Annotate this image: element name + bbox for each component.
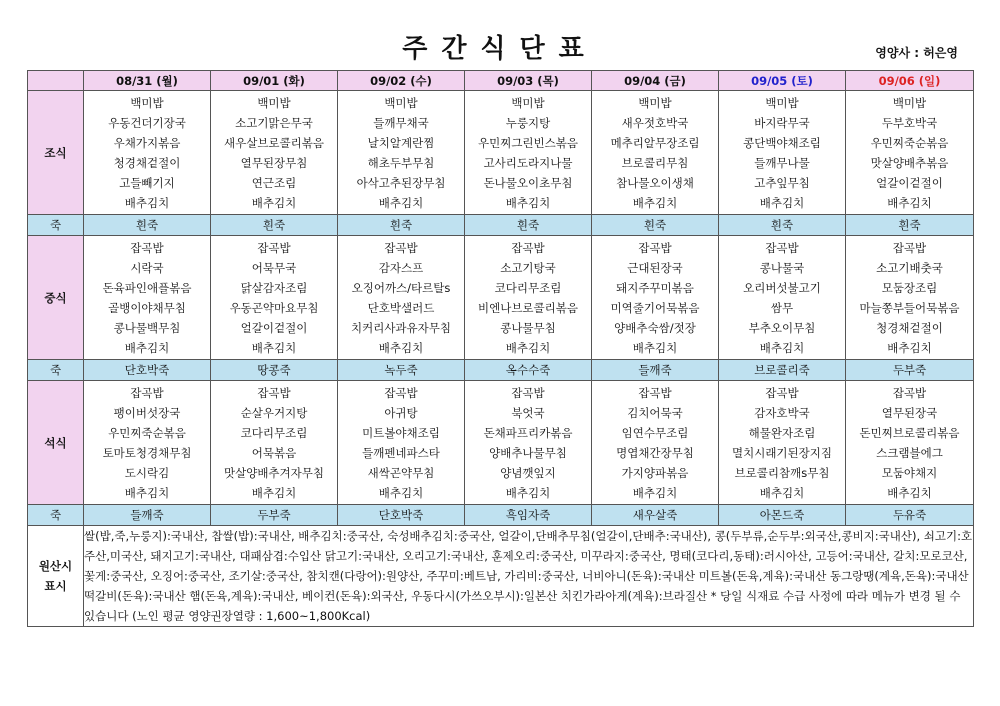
menu-item: 돈민찌브로콜리볶음 (859, 425, 960, 440)
menu-item: 콩단백야채조림 (743, 135, 821, 150)
day-header: 09/04 (금) (592, 71, 719, 91)
menu-item: 잡곡밥 (130, 385, 164, 400)
lunch-row (28, 236, 974, 360)
menu-item: 배추김치 (759, 340, 805, 355)
menu-item: 돈육파인애플볶음 (102, 280, 192, 295)
menu-item: 연근조림 (251, 175, 297, 190)
menu-item: 얼갈이겉절이 (876, 175, 943, 190)
porridge-cell: 흑임자죽 (465, 505, 592, 526)
menu-item: 북엇국 (511, 405, 545, 420)
menu-item: 오리버섯불고기 (743, 280, 821, 295)
menu-item: 배추김치 (378, 195, 424, 210)
menu-item: 배추김치 (632, 340, 678, 355)
menu-item: 잡곡밥 (130, 240, 164, 255)
menu-item: 청경채겉절이 (876, 320, 943, 335)
menu-item: 우민찌죽순볶음 (870, 135, 949, 150)
menu-item: 잡곡밥 (257, 240, 291, 255)
menu-item: 토마토청경채무침 (102, 445, 192, 460)
day-header: 08/31 (월) (84, 71, 211, 91)
menu-item: 미트볼야채조림 (362, 425, 440, 440)
menu-item: 백미밥 (638, 95, 672, 110)
menu-item: 우민찌그린빈스볶음 (478, 135, 578, 150)
dinner-menu-cell (846, 381, 974, 505)
menu-item: 배추김치 (124, 485, 170, 500)
porridge-cell: 녹두죽 (338, 360, 465, 381)
menu-item: 브로콜리무침 (621, 155, 689, 170)
origin-label (28, 526, 84, 627)
menu-item: 마늘쫑부들어묵볶음 (859, 300, 960, 315)
breakfast-menu-cell (846, 91, 974, 215)
menu-item: 배추김치 (887, 485, 932, 500)
menu-item: 코다리무조림 (240, 425, 308, 440)
menu-item: 소고기배춧국 (876, 260, 943, 275)
meal-label-breakfast: 조식 (28, 91, 84, 215)
menu-item: 백미밥 (765, 95, 799, 110)
porridge-cell: 흰죽 (719, 215, 846, 236)
menu-item: 양배추숙쌈/젓장 (614, 320, 696, 335)
menu-item: 배추김치 (124, 340, 170, 355)
weekly-menu-table (27, 70, 974, 627)
porridge-cell: 두부죽 (846, 360, 974, 381)
meal-label-lunch: 중식 (28, 236, 84, 360)
menu-item: 돼지주꾸미볶음 (616, 280, 694, 295)
menu-item: 두부호박국 (881, 115, 938, 130)
dinner-menu-cell (84, 381, 211, 505)
menu-item: 새싹곤약무침 (367, 465, 435, 480)
menu-item: 근대된장국 (627, 260, 683, 275)
origin-label-line1: 원산시 (38, 559, 73, 573)
origin-row (28, 526, 974, 627)
menu-item: 우동건더기장국 (108, 115, 186, 130)
porridge-cell: 단호박죽 (84, 360, 211, 381)
menu-item: 배추김치 (251, 340, 297, 355)
menu-item: 잡곡밥 (765, 385, 799, 400)
menu-item: 열무된장국 (881, 405, 938, 420)
menu-item: 배추김치 (887, 195, 932, 210)
menu-item: 순살우거지탕 (240, 405, 308, 420)
dinner-menu-cell (592, 381, 719, 505)
menu-item: 멸치시래기된장지짐 (732, 445, 832, 460)
menu-item: 배추김치 (505, 195, 551, 210)
menu-item: 잡곡밥 (765, 240, 799, 255)
menu-item: 오징어까스/타르탈s (351, 280, 451, 295)
origin-label-line2: 표시 (44, 579, 67, 593)
menu-item: 잡곡밥 (511, 385, 545, 400)
menu-item: 스크램블에그 (876, 445, 943, 460)
breakfast-menu-cell (338, 91, 465, 215)
menu-item: 참나물오이생채 (616, 175, 694, 190)
menu-item: 배추김치 (759, 485, 805, 500)
menu-item: 새우젓호박국 (621, 115, 689, 130)
menu-item: 바지락무국 (754, 115, 810, 130)
menu-item: 잡곡밥 (638, 385, 672, 400)
menu-item: 백미밥 (257, 95, 291, 110)
porridge-cell: 흰죽 (592, 215, 719, 236)
menu-item: 우채가지볶음 (113, 135, 181, 150)
porridge-cell: 흰죽 (211, 215, 338, 236)
menu-item: 배추김치 (251, 195, 297, 210)
menu-item: 잡곡밥 (384, 240, 418, 255)
lunch-menu-cell (211, 236, 338, 360)
menu-item: 배추김치 (378, 340, 424, 355)
menu-item: 들깨무채국 (373, 115, 429, 130)
menu-item: 배추김치 (251, 485, 297, 500)
menu-item: 백미밥 (892, 95, 927, 110)
menu-item: 골뱅이야채무침 (108, 300, 186, 315)
corner-cell (28, 71, 84, 91)
menu-item: 소고기맑은무국 (235, 115, 313, 130)
menu-item: 얼갈이겉절이 (240, 320, 308, 335)
day-header: 09/01 (화) (211, 71, 338, 91)
lunch-menu-cell (84, 236, 211, 360)
menu-item: 잡곡밥 (892, 385, 927, 400)
menu-item: 우동곤약마요무침 (229, 300, 319, 315)
menu-item: 잡곡밥 (257, 385, 291, 400)
menu-item: 청경채겉절이 (113, 155, 181, 170)
day-header-sunday: 09/06 (일) (846, 71, 974, 91)
menu-item: 배추김치 (505, 340, 551, 355)
menu-item: 미역줄기어묵볶음 (610, 300, 700, 315)
menu-item: 해물완자조림 (748, 425, 816, 440)
menu-item: 명엽채간장무침 (616, 445, 694, 460)
menu-item: 배추김치 (378, 485, 424, 500)
menu-item: 아귀탕 (384, 405, 418, 420)
menu-item: 날치알계란찜 (367, 135, 435, 150)
menu-item: 배추김치 (124, 195, 170, 210)
porridge-cell: 아몬드죽 (719, 505, 846, 526)
menu-item: 닭살감자조림 (240, 280, 308, 295)
menu-item: 임연수무조림 (621, 425, 689, 440)
meal-label-dinner: 석식 (28, 381, 84, 505)
menu-item: 아삭고추된장무침 (356, 175, 446, 190)
porridge-label: 죽 (28, 360, 84, 381)
menu-item: 시락국 (130, 260, 164, 275)
menu-item: 우민찌죽순볶음 (108, 425, 186, 440)
menu-item: 잡곡밥 (892, 240, 927, 255)
menu-item: 맛살양배추겨자무침 (224, 465, 324, 480)
menu-item: 돈채파프리카볶음 (483, 425, 573, 440)
menu-item: 해초두부무침 (367, 155, 435, 170)
menu-item: 콩나물백무침 (113, 320, 181, 335)
porridge-cell: 두부죽 (211, 505, 338, 526)
breakfast-menu-cell (592, 91, 719, 215)
porridge-cell: 옥수수죽 (465, 360, 592, 381)
menu-item: 누룽지탕 (505, 115, 551, 130)
day-header-saturday: 09/05 (토) (719, 71, 846, 91)
menu-item: 감자호박국 (754, 405, 810, 420)
menu-item: 치커리사과유자무침 (351, 320, 451, 335)
menu-item: 쌈무 (770, 300, 794, 315)
menu-item: 메추리알무장조림 (610, 135, 700, 150)
page-title: 주간식단표 (402, 34, 598, 64)
menu-item: 콩나물국 (759, 260, 805, 275)
menu-item: 배추김치 (632, 195, 678, 210)
breakfast-menu-cell (84, 91, 211, 215)
origin-text: 쌀(밥,죽,누룽지):국내산, 찹쌀(밥):국내산, 배추김치:중국산, 숙성배추김치:중국산, 얼갈이,단배추무침(얼갈이,단배추:국내산), 콩(두부류,순두부:외국산,콩비지:국내산), 쇠고기:호주산,미국산, 돼지고기:국내산, 대패삼겹:수입산 닭고기:국내산, 오리고기:국내산, 훈제오리:중국산, 미꾸라지:중국산, 명태(코다리,동태):러시아산, 고등어:국내산, 갈치:모로코산, 꽃게:중국산, 오징어:중국산, 조기살:중국산, 참치캔(다랑어):원양산, 주꾸미:베트남, 가리비:중국산, 너비아니(돈육):국내산 미트볼(돈육,계육):국내산 동그랑땡(계육,돈육):국내산 떡갈비(돈육):국내산 햄(돈육,계육):국내산, 베이컨(돈육):외국산, 우동다시(가쓰오부시):일본산 치킨가라아게(계육):브라질산 * 당일 식재료 수급 사정에 따라 메뉴가 변경 될 수 있습니다 (노인 평균 영양권장열량 : 1,600~1,800Kcal) (84, 526, 974, 627)
porridge-label: 죽 (28, 505, 84, 526)
menu-item: 백미밥 (384, 95, 418, 110)
porridge-cell: 흰죽 (84, 215, 211, 236)
menu-item: 잡곡밥 (384, 385, 418, 400)
lunch-menu-cell (846, 236, 974, 360)
porridge-cell: 단호박죽 (338, 505, 465, 526)
day-header: 09/03 (목) (465, 71, 592, 91)
breakfast-menu-cell (719, 91, 846, 215)
menu-item: 고들빼기지 (119, 175, 175, 190)
menu-item: 열무된장무침 (240, 155, 308, 170)
porridge-cell: 땅콩죽 (211, 360, 338, 381)
menu-item: 배추김치 (505, 485, 551, 500)
day-header: 09/02 (수) (338, 71, 465, 91)
menu-item: 배추김치 (759, 195, 805, 210)
menu-item: 들깨무나물 (754, 155, 810, 170)
porridge-cell: 새우살죽 (592, 505, 719, 526)
breakfast-menu-cell (211, 91, 338, 215)
menu-item: 비엔나브로콜리볶음 (478, 300, 578, 315)
menu-item: 맛살양배추볶음 (870, 155, 949, 170)
day-header-row (28, 71, 974, 91)
menu-item: 도시락김 (124, 465, 170, 480)
menu-item: 양배추나물무침 (489, 445, 567, 460)
porridge-cell: 들깨죽 (84, 505, 211, 526)
menu-item: 고사리도라지나물 (483, 155, 573, 170)
porridge-cell: 두유죽 (846, 505, 974, 526)
porridge-cell: 흰죽 (338, 215, 465, 236)
menu-item: 새우살브로콜리볶음 (224, 135, 324, 150)
lunch-menu-cell (465, 236, 592, 360)
nutritionist-label: 영양사 : 허은영 (875, 46, 958, 60)
porridge-cell: 흰죽 (846, 215, 974, 236)
menu-item: 어묵무국 (251, 260, 297, 275)
menu-item: 모둠야채지 (881, 465, 938, 480)
menu-item: 부추오이무침 (748, 320, 816, 335)
lunch-menu-cell (592, 236, 719, 360)
menu-item: 브로콜리참깨s무침 (734, 465, 830, 480)
dinner-menu-cell (719, 381, 846, 505)
porridge-cell: 들깨죽 (592, 360, 719, 381)
menu-item: 감자스프 (378, 260, 424, 275)
breakfast-porridge-row (28, 215, 974, 236)
menu-item: 모둠장조림 (881, 280, 938, 295)
dinner-row (28, 381, 974, 505)
porridge-cell: 흰죽 (465, 215, 592, 236)
menu-item: 잡곡밥 (511, 240, 545, 255)
lunch-menu-cell (338, 236, 465, 360)
menu-item: 백미밥 (130, 95, 164, 110)
menu-item: 잡곡밥 (638, 240, 672, 255)
dinner-menu-cell (338, 381, 465, 505)
menu-item: 콩나물무침 (500, 320, 556, 335)
menu-item: 어묵볶음 (251, 445, 297, 460)
menu-item: 코다리무조림 (494, 280, 562, 295)
menu-item: 소고기탕국 (500, 260, 556, 275)
menu-item: 백미밥 (511, 95, 545, 110)
dinner-menu-cell (465, 381, 592, 505)
porridge-cell: 브로콜리죽 (719, 360, 846, 381)
menu-item: 양념깻잎지 (500, 465, 556, 480)
menu-item: 팽이버섯장국 (113, 405, 181, 420)
menu-item: 고추잎무침 (754, 175, 810, 190)
porridge-label: 죽 (28, 215, 84, 236)
menu-item: 배추김치 (632, 485, 678, 500)
menu-item: 단호박샐러드 (367, 300, 435, 315)
menu-item: 배추김치 (887, 340, 932, 355)
breakfast-menu-cell (465, 91, 592, 215)
lunch-porridge-row (28, 360, 974, 381)
lunch-menu-cell (719, 236, 846, 360)
dinner-menu-cell (211, 381, 338, 505)
menu-item: 가지양파볶음 (621, 465, 689, 480)
menu-item: 돈나물오이초무침 (483, 175, 573, 190)
breakfast-row (28, 91, 974, 215)
menu-item: 김치어묵국 (627, 405, 683, 420)
dinner-porridge-row (28, 505, 974, 526)
menu-item: 들깨펜네파스타 (362, 445, 440, 460)
